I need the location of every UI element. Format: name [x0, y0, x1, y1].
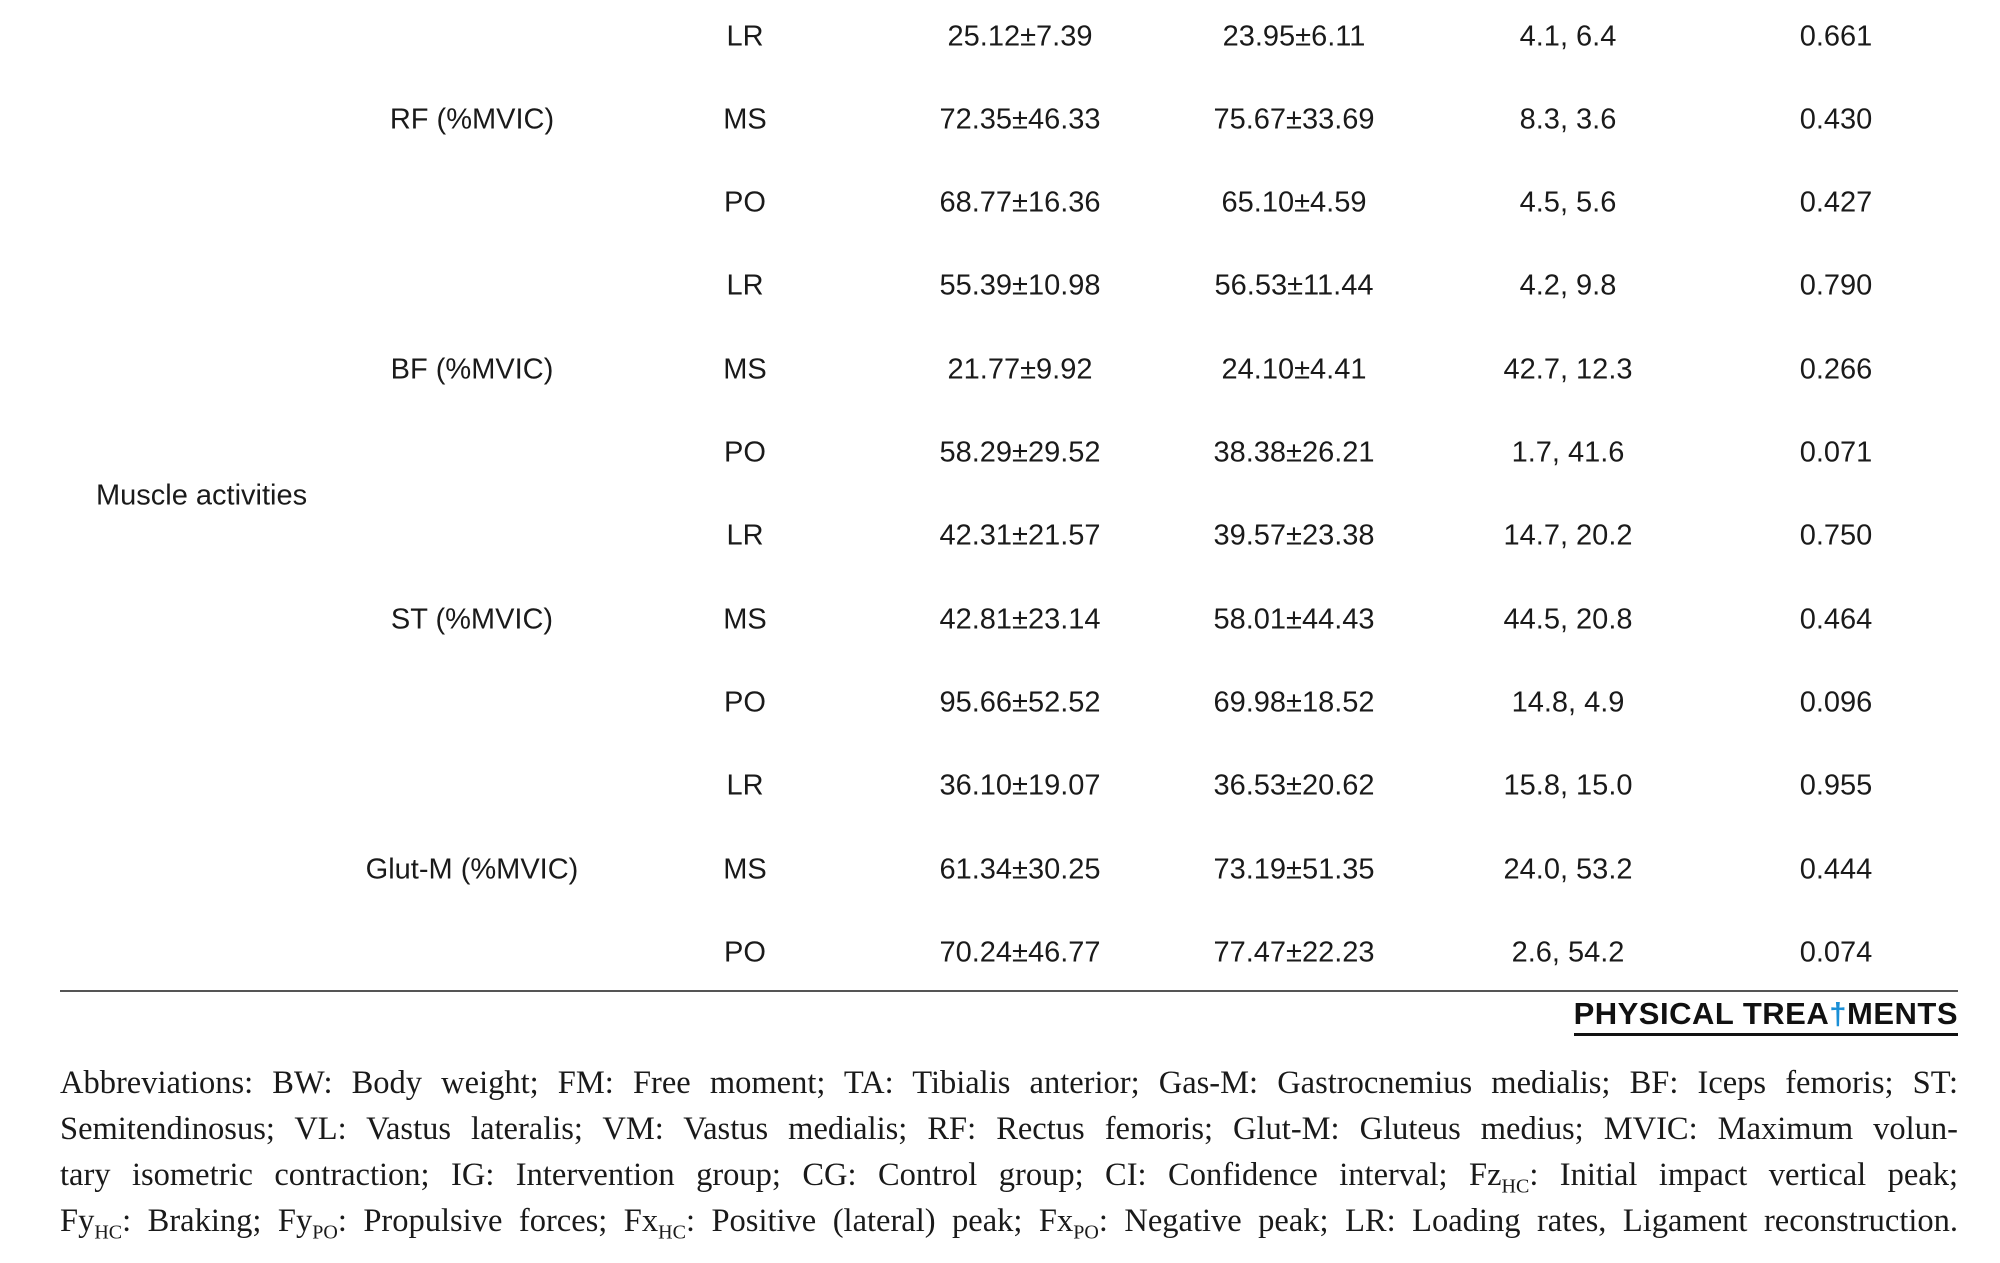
- muscle-label-rf: RF (%MVIC): [389, 103, 555, 136]
- table-cell-ci: 8.3, 3.6: [1519, 103, 1617, 136]
- footnote-line: [60, 1152, 1958, 1198]
- muscle-label-st: ST (%MVIC): [390, 603, 554, 636]
- table-cell-ig: 42.31±21.57: [939, 519, 1101, 552]
- table-cell-ci: 15.8, 15.0: [1503, 769, 1633, 802]
- muscle-label-bf: BF (%MVIC): [390, 353, 554, 386]
- footnote-text: : Initial impact vertical peak;: [1529, 1157, 1958, 1193]
- journal-logo: [1574, 998, 1958, 1036]
- table-cell-phase: MS: [723, 603, 767, 636]
- table-cell-ig: 42.81±23.14: [939, 603, 1101, 636]
- table-cell-phase: MS: [723, 353, 767, 386]
- footnote-subscript: PO: [1073, 1221, 1099, 1244]
- table-cell-cg: 58.01±44.43: [1213, 603, 1375, 636]
- table-cell-ci: 44.5, 20.8: [1503, 603, 1633, 636]
- table-cell-ig: 72.35±46.33: [939, 103, 1101, 136]
- table-cell-p: 0.427: [1799, 186, 1873, 219]
- table-cell-ci: 4.2, 9.8: [1519, 269, 1617, 302]
- footnote-text: Fy: [60, 1203, 95, 1239]
- table-cell-ci: 42.7, 12.3: [1503, 353, 1633, 386]
- table-cell-ig: 25.12±7.39: [947, 20, 1093, 53]
- table-cell-phase: LR: [726, 769, 764, 802]
- table-cell-phase: LR: [726, 20, 764, 53]
- table-cell-ci: 2.6, 54.2: [1511, 936, 1625, 969]
- table-cell-ci: 4.5, 5.6: [1519, 186, 1617, 219]
- table-cell-p: 0.750: [1799, 519, 1873, 552]
- footnote-text: : Propulsive forces; Fx: [337, 1203, 659, 1239]
- table-cell-p: 0.071: [1799, 436, 1873, 469]
- table-cell-p: 0.096: [1799, 686, 1873, 719]
- table-cell-cg: 56.53±11.44: [1214, 269, 1374, 302]
- table-cell-cg: 73.19±51.35: [1213, 853, 1375, 886]
- table-cell-cg: 75.67±33.69: [1213, 103, 1375, 136]
- table-cell-p: 0.661: [1799, 20, 1873, 53]
- footnote-text: : Negative peak; LR: Loading rates, Ligament reconstruction.: [1098, 1203, 1958, 1239]
- table-cell-p: 0.430: [1799, 103, 1873, 136]
- table-cell-p: 0.266: [1799, 353, 1873, 386]
- table-cell-cg: 23.95±6.11: [1222, 20, 1366, 53]
- table-cell-cg: 39.57±23.38: [1213, 519, 1375, 552]
- footnote-subscript: PO: [312, 1221, 338, 1244]
- footnote-line: Abbreviations: BW: Body weight; FM: Free moment; TA: Tibialis anterior; Gas-M: Gastrocnemius medialis; BF: Iceps femoris; ST:: [60, 1065, 1958, 1101]
- table-cell-p: 0.955: [1799, 769, 1873, 802]
- table-cell-ig: 58.29±29.52: [939, 436, 1101, 469]
- footnote-subscript: HC: [1501, 1175, 1530, 1198]
- table-cell-ig: 55.39±10.98: [939, 269, 1101, 302]
- group-label: Muscle activities: [96, 479, 308, 512]
- footnote-text: tary isometric contraction; IG: Intervention group; CG: Control group; CI: Confidence interval; Fz: [60, 1157, 1502, 1193]
- table-cell-phase: LR: [726, 269, 764, 302]
- table-cell-cg: 24.10±4.41: [1221, 353, 1367, 386]
- footnote-text: : Braking; Fy: [122, 1203, 313, 1239]
- footnote-subscript: HC: [94, 1221, 123, 1244]
- table-bottom-rule: [60, 990, 1958, 992]
- table-cell-ci: 1.7, 41.6: [1511, 436, 1625, 469]
- table-cell-ci: 14.7, 20.2: [1503, 519, 1633, 552]
- table-cell-p: 0.444: [1799, 853, 1873, 886]
- muscle-label-glut-m: Glut-M (%MVIC): [365, 853, 579, 886]
- table-cell-phase: MS: [723, 103, 767, 136]
- table-cell-ig: 36.10±19.07: [939, 769, 1101, 802]
- logo-text-end: MENTS: [1847, 996, 1958, 1031]
- table-cell-p: 0.074: [1799, 936, 1873, 969]
- table-cell-ig: 61.34±30.25: [939, 853, 1101, 886]
- table-cell-phase: MS: [723, 853, 767, 886]
- table-cell-ci: 24.0, 53.2: [1503, 853, 1633, 886]
- footnote-line: Semitendinosus; VL: Vastus lateralis; VM: Vastus medialis; RF: Rectus femoris; Glut-M: Gluteus medius; MVIC: Maximum volun-: [60, 1111, 1958, 1147]
- table-cell-cg: 36.53±20.62: [1213, 769, 1375, 802]
- logo-text-start: PHYSICAL TREA: [1573, 996, 1830, 1031]
- table-cell-phase: LR: [726, 519, 764, 552]
- table-cell-ci: 14.8, 4.9: [1511, 686, 1625, 719]
- table-cell-p: 0.790: [1799, 269, 1873, 302]
- table-cell-ig: 21.77±9.92: [947, 353, 1093, 386]
- table-cell-ig: 70.24±46.77: [939, 936, 1101, 969]
- table-cell-phase: PO: [724, 436, 766, 469]
- table-cell-ig: 95.66±52.52: [939, 686, 1101, 719]
- table-cell-cg: 69.98±18.52: [1213, 686, 1375, 719]
- footnote-subscript: HC: [658, 1221, 686, 1244]
- table-cell-cg: 65.10±4.59: [1221, 186, 1367, 219]
- table-cell-phase: PO: [724, 936, 766, 969]
- footnote-text: : Positive (lateral) peak; Fx: [685, 1203, 1074, 1239]
- table-cell-p: 0.464: [1799, 603, 1873, 636]
- table-cell-ci: 4.1, 6.4: [1519, 20, 1617, 53]
- footnote-line: [60, 1198, 1958, 1244]
- table-cell-cg: 38.38±26.21: [1213, 436, 1375, 469]
- table-cell-ig: 68.77±16.36: [939, 186, 1101, 219]
- table-cell-phase: PO: [724, 186, 766, 219]
- abbreviations-footnote: [60, 1060, 1958, 1244]
- table-cell-cg: 77.47±22.23: [1213, 936, 1375, 969]
- table-cell-phase: PO: [724, 686, 766, 719]
- logo-cross-icon: †: [1829, 996, 1847, 1031]
